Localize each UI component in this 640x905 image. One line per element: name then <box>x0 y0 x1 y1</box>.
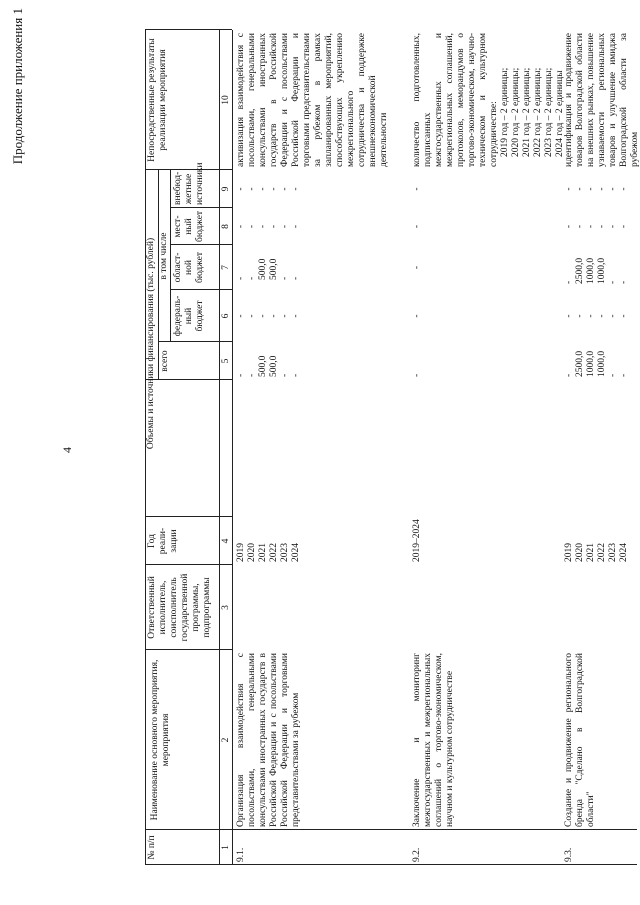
row-total: - <box>412 373 422 377</box>
row-name: Создание и продвижение регионального бренда "Сделано в Волгоградской области" <box>564 653 596 827</box>
page-number: 4 <box>60 447 74 453</box>
col-number-3: 3 <box>221 605 231 610</box>
col-number-5: 5 <box>221 358 231 364</box>
row-regional: - 2500,0 1000,0 1000,0 - - <box>564 257 629 284</box>
appendix-caption: Продолжение приложения 1 <box>10 8 25 165</box>
row-regional: - <box>412 265 422 270</box>
row-years: 2019–2024 <box>412 519 422 562</box>
header-col-year: Год реали-зации <box>147 527 179 555</box>
row-years: 2019 2020 2021 2022 2023 2024 <box>236 543 301 562</box>
row-name: Организация взаимодействия с посольствами, генеральными консульствами иностранных государств в Российской Федерации и с посольствами Российской Федерации и торговыми представительствами за рубежом <box>236 653 301 827</box>
col-number-1: 1 <box>221 845 231 850</box>
row-result: идентификация и продвижение товаров Волгоградской области на внешних рынках, повышение узнаваемости региональных товаров и улучшение имиджа Волгоградской области за рубежом <box>564 33 640 167</box>
row-name: Заключение и мониторинг межгосударственных и межрегиональных соглашений о торгово-экономическом, научном и культурном сотрудничестве <box>412 653 455 827</box>
col-number-10: 10 <box>221 95 231 105</box>
row-extra: - - - - - - <box>564 187 629 191</box>
header-funding-title: Объемы и источники финансирования (тыс. рублей) <box>146 237 156 450</box>
row-result: активизация взаимодействия с посольствами, генеральными консульствами иностранных государств в Российской Федерации и с посольствами Российской Федерации и торговыми представительствами за рубежом в рамках запланированных мероприятий, способствующих укреплению межрегионального сотрудничества и поддержке внешнеэкономической деятельности <box>236 33 389 167</box>
col-number-6: 6 <box>221 313 231 319</box>
row-total: - 2500,0 1000,0 1000,0 - - <box>564 350 629 377</box>
row-total: - - 500,0 500,0 - - <box>236 355 301 377</box>
row-extra: - <box>412 187 422 191</box>
row-local: - - - - - - <box>236 224 301 229</box>
row-regional: - - 500,0 500,0 - - <box>236 258 301 280</box>
col-number-8: 8 <box>221 224 231 229</box>
header-col-name: Наименование основного мероприятия, мероприятия <box>150 659 171 821</box>
col-number-7: 7 <box>221 265 231 270</box>
row-federal: - - - - - - <box>564 314 629 318</box>
row-result: количество подготовленных, подписанных межгосударственных и межрегиональных соглашений, протоколов, меморандумов о торгово-экономическом, научно-техническом и культурном сотрудничестве: 2019 год – 2 единицы; 2020 год – 2 единицы; 2021 год – 2 единицы; 2022 год – 2 единицы; 2023 год – 2 единицы; 2024 год – 2 единицы <box>412 33 565 167</box>
header-col-executor: Ответственный исполнитель, соисполнитель государственной программы, подпрограммы <box>147 573 212 642</box>
header-regional: област-ной бюджет <box>173 251 205 284</box>
row-federal: - - - - - - <box>236 314 301 318</box>
row-local: - <box>412 224 422 229</box>
row-number: 9.3. <box>564 847 574 862</box>
row-local: - - - - - - <box>564 224 629 229</box>
header-total: всего <box>160 350 170 372</box>
row-extra: - - - - - - <box>236 187 301 191</box>
header-extra: внебюд-жетные источники <box>173 162 205 205</box>
row-number: 9.1. <box>236 847 246 862</box>
row-federal: - <box>412 314 422 318</box>
col-number-4: 4 <box>221 538 231 544</box>
header-col-results: Непосредственные результаты реализации мероприятия <box>147 38 168 162</box>
col-number-2: 2 <box>221 737 231 743</box>
header-local: мест-ный бюджет <box>173 210 205 242</box>
header-in-that-number: в том числе <box>159 232 169 280</box>
header-col-number: № п/п <box>147 835 157 860</box>
row-years: 2019 2020 2021 2022 2023 2024 <box>564 543 629 562</box>
row-number: 9.2. <box>412 847 422 862</box>
header-federal: федераль-ный бюджет <box>173 295 205 337</box>
col-number-9: 9 <box>221 186 231 192</box>
